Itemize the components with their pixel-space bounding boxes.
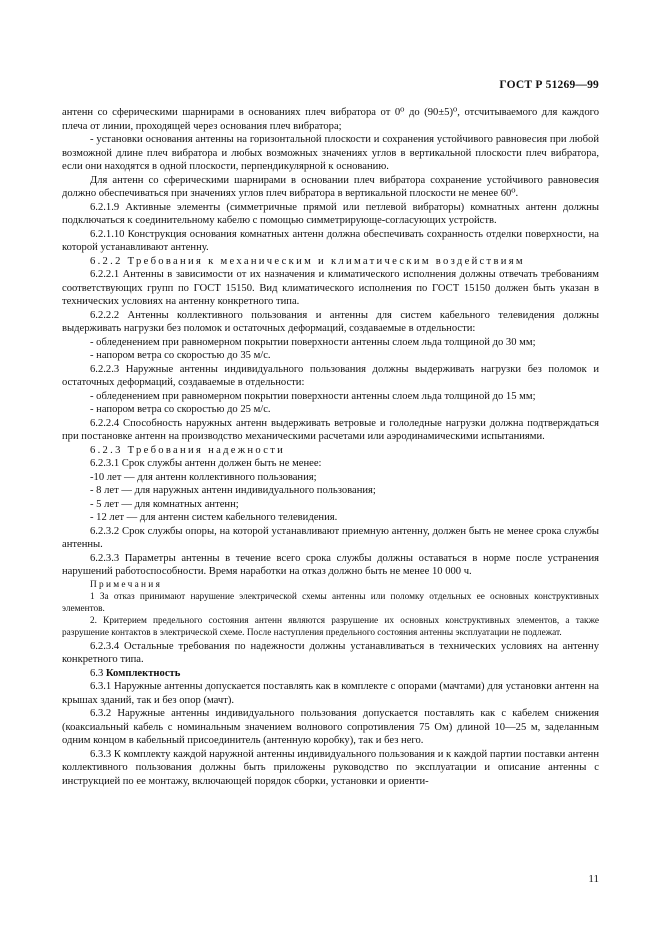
section-heading: 6.2.2 Требования к механическим и климатическим воздействиям	[90, 255, 525, 267]
list-item: - 8 лет — для наружных антенн индивидуального пользования;	[90, 485, 376, 496]
list-item: - напором ветра со скоростью до 25 м/с.	[90, 404, 271, 415]
list-item: - 5 лет — для комнатных антенн;	[90, 498, 239, 510]
list-item: - 12 лет — для антенн систем кабельного телевидения.	[90, 512, 338, 523]
page-number: 11	[588, 873, 599, 885]
note-item: 1 За отказ принимают нарушение электрической схемы антенны или поломку отдельных ее основных конструктивных элементов.	[62, 591, 599, 614]
paragraph: 6.2.1.9 Активные элементы (симметричные прямой или петлевой вибраторы) комнатных антенн должны подключаться к соединительному кабелю с помощью симметрирующе-согласующих устройств.	[62, 201, 599, 226]
paragraph: 6.3.2 Наружные антенны индивидуального пользования допускается поставлять как с кабелем снижения (коаксиальный кабель с номинальным значением волнового сопротивления 75 Ом) длиной 10—25 м, заделанным одним концом в кабельный присоединитель (антенную коробку), так и без него.	[62, 708, 599, 747]
paragraph: 6.2.3.4 Остальные требования по надежности должны устанавливаться в технических условиях на антенну конкретного типа.	[62, 640, 599, 666]
paragraph: Для антенн со сферическими шарнирами в основании плеч вибратора сохранение устойчивого равновесия должно обеспечиваться при значениях углов плеч вибратора в вертикальной плоскости не менее 60⁰.	[62, 174, 599, 199]
list-item: - напором ветра со скоростью до 35 м/с.	[90, 350, 271, 361]
paragraph: 6.2.2.3 Наружные антенны индивидуального пользования должны выдерживать нагрузки без поломок и остаточных деформаций, создаваемые в отдельности:	[62, 363, 599, 388]
list-item: - обледенением при равномерном покрытии поверхности антенны слоем льда толщиной до 15 мм;	[90, 390, 536, 402]
section-heading	[62, 667, 599, 681]
paragraph: 6.3.1 Наружные антенны допускается поставлять как в комплекте с опорами (мачтами) для установки антенн на крышах зданий, так и без опор (мачт).	[62, 681, 599, 706]
paragraph: 6.2.3.2 Срок службы опоры, на которой устанавливают приемную антенну, должен быть не менее срока службы антенны.	[62, 525, 599, 550]
list-item: -10 лет — для антенн коллективного пользования;	[90, 471, 317, 483]
paragraph: 6.2.2.2 Антенны коллективного пользования и антенны для систем кабельного телевидения должны выдерживать нагрузки без поломок и остаточных деформаций, создаваемые в отдельности:	[62, 309, 599, 334]
list-item: - обледенением при равномерном покрытии поверхности антенны слоем льда толщиной до 30 мм;	[90, 336, 536, 348]
list-item: - установки основания антенны на горизонтальной плоскости и сохранения устойчивого равновесия при любой возможной длине плеч вибратора и любых возможных значениях углов в вертикальной плоскости плеч вибратора, если они находятся в одной плоскости, перпендикулярной к основанию.	[62, 134, 599, 172]
document-header: ГОСТ Р 51269—99	[499, 79, 599, 91]
paragraph: антенн со сферическими шарнирами в основаниях плеч вибратора от 0⁰ до (90±5)⁰, отсчитываемого для каждого плеча от линии, проходящей через основания плеч вибратора;	[62, 107, 599, 132]
notes-heading: Примечания	[90, 579, 163, 590]
paragraph: 6.3.3 К комплекту каждой наружной антенны индивидуального пользования и к каждой партии поставки антенн коллективного пользования должны быть приложены руководство по эксплуатации и описание антенны с инструкцией по ее монтажу, включающей порядок сборки, установки и ориенти-	[62, 748, 599, 787]
paragraph: 6.2.1.10 Конструкция основания комнатных антенн должна обеспечивать сохранность отделки поверхности, на которой устанавливают антенну.	[62, 228, 599, 253]
document-body	[62, 106, 599, 788]
section-number: 6.3	[90, 667, 106, 679]
paragraph: 6.2.3.3 Параметры антенны в течение всего срока службы должны оставаться в норме после устранения нарушений работоспособности. Время наработки на отказ должно быть не менее 10 000 ч.	[62, 552, 599, 577]
paragraph: 6.2.3.1 Срок службы антенн должен быть не менее:	[90, 458, 322, 469]
note-item: 2. Критерием предельного состояния антенн являются разрушение их основных конструктивных элементов, а также разрушение контактов в электрической схеме. После наступления предельного состояния антенны эксплуатации не подлежат.	[62, 616, 599, 639]
section-title: Комплектность	[105, 667, 181, 679]
paragraph: 6.2.2.1 Антенны в зависимости от их назначения и климатического исполнения должны отвечать требованиям соответствующих групп по ГОСТ 15150. Вид климатического исполнения по ГОСТ 15150 должен быть указан в технических условиях на антенну конкретного типа.	[62, 269, 599, 307]
paragraph: 6.2.2.4 Способность наружных антенн выдерживать ветровые и гололедные нагрузки должна подтверждаться при постановке антенн на производство механическими расчетами или аэродинамическими испытаниями.	[62, 417, 599, 442]
section-heading: 6.2.3 Требования надежности	[90, 444, 286, 456]
